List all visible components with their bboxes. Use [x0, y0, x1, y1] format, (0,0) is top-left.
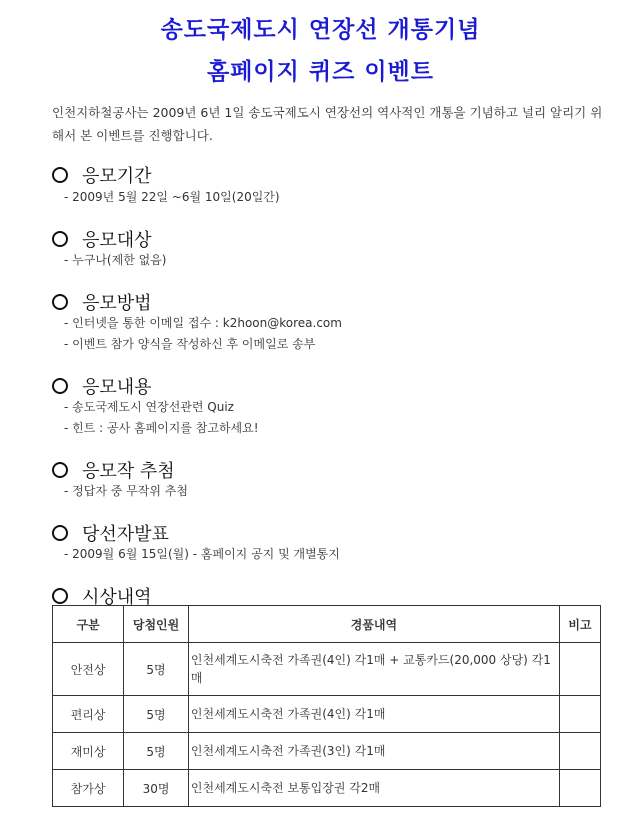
circle-bullet-icon	[52, 588, 68, 604]
section-line: - 인터넷을 통한 이메일 접수 : k2hoon@korea.com	[64, 316, 342, 330]
section-line: - 2009년 5월 22일 ~6월 10일(20일간)	[64, 190, 280, 204]
cell-prize: 인천세계도시축전 가족권(4인) 각1매	[188, 696, 559, 733]
cell-count: 5명	[124, 643, 189, 696]
cell-count: 5명	[124, 733, 189, 770]
table-row	[53, 643, 601, 696]
header-prize: 경품내역	[188, 606, 559, 643]
cell-count: 5명	[124, 696, 189, 733]
section-title-target: 응모대상	[52, 226, 152, 252]
cell-prize: 인천세계도시축전 보통입장권 각2매	[188, 770, 559, 807]
section-line: - 누구나(제한 없음)	[64, 253, 167, 267]
prize-table	[52, 605, 601, 807]
table-row	[53, 733, 601, 770]
cell-note	[559, 696, 600, 733]
section-title-content: 응모내용	[52, 373, 152, 399]
circle-bullet-icon	[52, 231, 68, 247]
circle-bullet-icon	[52, 167, 68, 183]
section-line: - 송도국제도시 연장선관련 Quiz	[64, 400, 234, 414]
cell-type: 재미상	[53, 733, 124, 770]
section-line: - 2009월 6월 15일(월) - 홈페이지 공지 및 개별통지	[64, 547, 340, 561]
page-title-line1: 송도국제도시 연장선 개통기념	[160, 17, 481, 43]
header-note: 비고	[559, 606, 600, 643]
section-title-method: 응모방법	[52, 289, 152, 315]
intro-paragraph: 인천지하철공사는 2009년 6년 1일 송도국제도시 연장선의 역사적인 개통을 기념하고 널리 알리기 위해서 본 이벤트를 진행합니다.	[52, 105, 603, 143]
cell-type: 안전상	[53, 643, 124, 696]
cell-prize: 인천세계도시축전 가족권(4인) 각1매 + 교통카드(20,000 상당) 각1매	[188, 643, 559, 696]
section-title-period: 응모기간	[52, 162, 152, 188]
header-count: 당첨인원	[124, 606, 189, 643]
table-row	[53, 696, 601, 733]
circle-bullet-icon	[52, 462, 68, 478]
section-title-prizes: 시상내역	[52, 583, 152, 609]
table-row	[53, 770, 601, 807]
page-title-line2: 홈페이지 퀴즈 이벤트	[207, 59, 434, 85]
section-line: - 힌트 : 공사 홈페이지를 참고하세요!	[64, 421, 259, 435]
cell-type: 참가상	[53, 770, 124, 807]
cell-note	[559, 643, 600, 696]
cell-note	[559, 733, 600, 770]
circle-bullet-icon	[52, 525, 68, 541]
section-title-announce: 당선자발표	[52, 520, 169, 546]
header-type: 구분	[53, 606, 124, 643]
cell-type: 편리상	[53, 696, 124, 733]
cell-count: 30명	[124, 770, 189, 807]
section-line: - 정답자 중 무작위 추첨	[64, 484, 188, 498]
circle-bullet-icon	[52, 378, 68, 394]
circle-bullet-icon	[52, 294, 68, 310]
cell-prize: 인천세계도시축전 가족권(3인) 각1매	[188, 733, 559, 770]
table-header-row	[53, 606, 601, 643]
cell-note	[559, 770, 600, 807]
section-line: - 이벤트 참가 양식을 작성하신 후 이메일로 송부	[64, 337, 316, 351]
section-title-draw: 응모작 추첨	[52, 457, 175, 483]
